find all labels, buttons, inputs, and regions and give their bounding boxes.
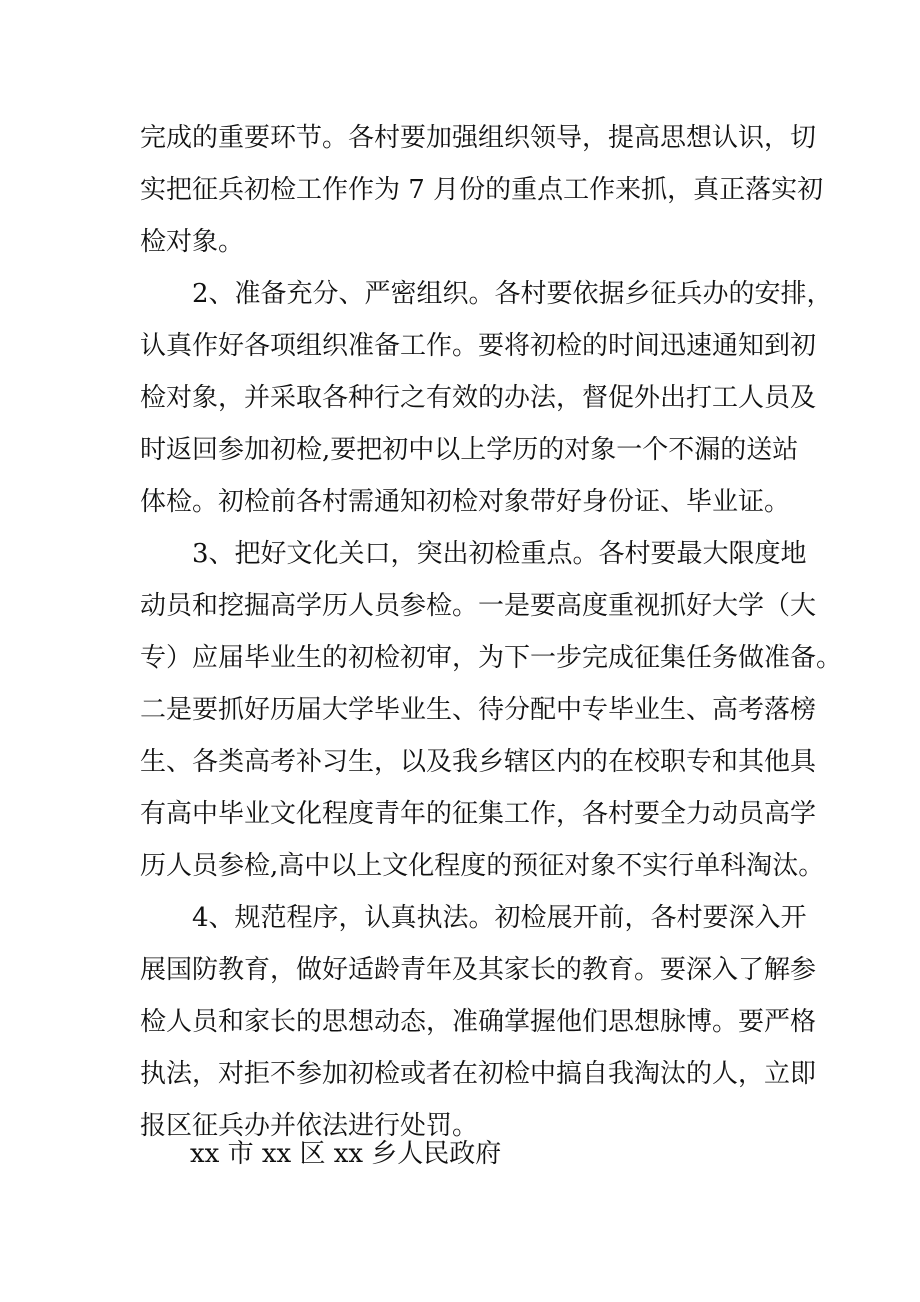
text-line: 实把征兵初检工作作为 7 月份的重点工作来抓，真正落实初 bbox=[140, 175, 824, 205]
text-line: 有高中毕业文化程度青年的征集工作，各村要全力动员高学 bbox=[140, 799, 817, 829]
text-line: 认真作好各项组织准备工作。要将初检的时间迅速通知到初 bbox=[140, 331, 817, 361]
text-line: 生、各类高考补习生，以及我乡辖区内的在校职专和其他具 bbox=[140, 747, 817, 777]
text-line: 动员和挖掘高学历人员参检。一是要高度重视抓好大学（大 bbox=[140, 591, 817, 621]
text-line: 时返回参加初检,要把初中以上学历的对象一个不漏的送站 bbox=[140, 435, 799, 465]
text-line: 检对象。 bbox=[140, 227, 245, 257]
text-line: 4、规范程序，认真执法。初检展开前，各村要深入开 bbox=[140, 903, 807, 933]
text-line: 执法，对拒不参加初检或者在初检中搞自我淘汰的人，立即 bbox=[140, 1059, 817, 1089]
text-line: 报区征兵办并依法进行处罚。 bbox=[140, 1111, 479, 1141]
text-line: 体检。初检前各村需通知初检对象带好身份证、毕业证。 bbox=[140, 487, 791, 517]
text-line: 3、把好文化关口，突出初检重点。各村要最大限度地 bbox=[140, 539, 807, 569]
text-line: 展国防教育，做好适龄青年及其家长的教育。要深入了解参 bbox=[140, 955, 817, 985]
body-text bbox=[140, 112, 843, 1152]
text-line: 完成的重要环节。各村要加强组织领导，提高思想认识，切 bbox=[140, 123, 817, 153]
text-line: 检对象，并采取各种行之有效的办法，督促外出打工人员及 bbox=[140, 383, 817, 413]
text-line: 2、准备充分、严密组织。各村要依据乡征兵办的安排， bbox=[140, 279, 833, 309]
text-line: 检人员和家长的思想动态，准确掌握他们思想脉博。要严格 bbox=[140, 1007, 817, 1037]
text-line: 专）应届毕业生的初检初审，为下一步完成征集任务做准备。 bbox=[140, 643, 843, 673]
text-line: 历人员参检,高中以上文化程度的预征对象不实行单科淘汰。 bbox=[140, 851, 825, 881]
text-line: 二是要抓好历届大学毕业生、待分配中专毕业生、高考落榜 bbox=[140, 695, 817, 725]
signature-line: xx 市 xx 区 xx 乡人民政府 bbox=[190, 1139, 502, 1169]
